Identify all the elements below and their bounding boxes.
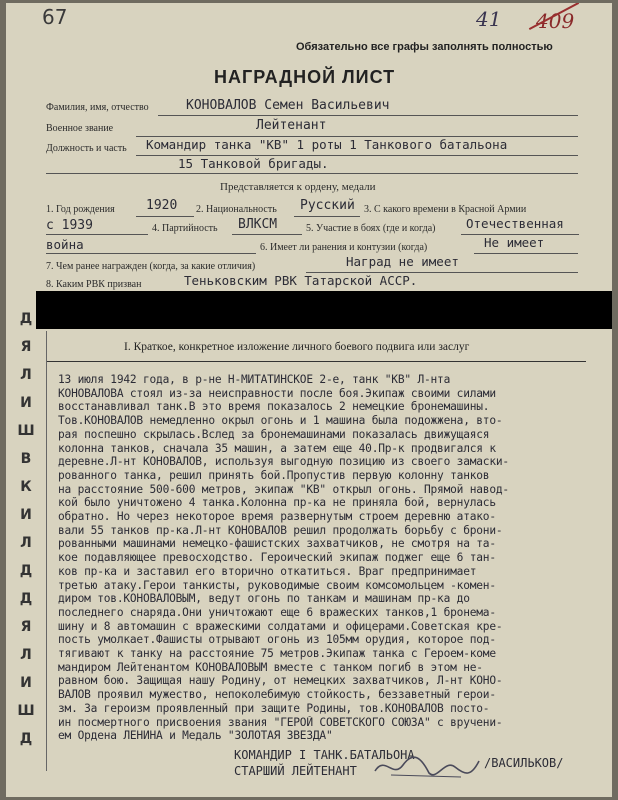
narrative-line: равном бою. Защищая нашу Родину, от немецких захватчиков, Л-нт КОНО- [58, 674, 503, 688]
archive-number-1: 41 [476, 7, 502, 31]
margin-rule [46, 331, 47, 771]
narrative-line: ин посмертного присвоения звания "ГЕРОЙ СОВЕТСКОГО СОЮЗА" с вручени- [58, 715, 503, 729]
side-letter: Л [20, 535, 32, 551]
side-letter: И [20, 675, 32, 691]
side-letter: Ш [17, 703, 35, 719]
side-letter: Я [20, 339, 32, 355]
side-letter: Л [20, 647, 32, 663]
narrative-line: Тов.КОНОВАЛОВ немедленно окрыл огонь и 1 машина была подожжена, вто- [58, 414, 503, 428]
narrative-line: пость умолкает.Фашисты отрывают огонь из 105мм орудия, которое под- [58, 633, 496, 647]
party-value: ВЛКСМ [238, 217, 278, 232]
narrative-line: ВАЛОВ проявил мужество, непоколебимую стойкость, беззаветный герои- [58, 688, 496, 702]
side-letter: Ш [17, 423, 35, 439]
rvk-label: 8. Каким РВК призван [46, 279, 142, 290]
award-sheet-page [6, 3, 612, 797]
nationality-value: Русский [300, 198, 355, 213]
handwritten-signature [371, 751, 481, 781]
narrative-line: рованного танка, решил принять бой.Пропустив первую колонну танков [58, 468, 490, 482]
narrative-line: 13 июля 1942 года, в р-не Н-МИТАТИНСКОЕ 2-е, танк "КВ" Л-нта [58, 373, 451, 386]
side-letter: Л [20, 367, 32, 383]
narrative-line: последнего снаряда.Они уничтожают еще 6 вражеских танков,1 бронема- [58, 605, 496, 619]
nationality-label: 2. Национальность [196, 204, 277, 215]
side-letter: К [20, 479, 32, 495]
narrative-line: восстанавливал танк.В это время показалось 2 немецкие бронемашины. [58, 400, 490, 414]
narrative-line: зм. За героизм проявленный при защите Родины, тов.КОНОВАЛОВ посто- [58, 701, 490, 715]
narrative-line: рованными машинами немецко-фашистских захватчиков, не смотря на та- [58, 537, 496, 551]
narrative-line: ков пр-ка и заставил его вторично откатиться. Враг предпринимает [58, 564, 477, 578]
army-since-value: с 1939 [46, 218, 93, 233]
position-value-2: 15 Танковой бригады. [178, 156, 329, 171]
wounds-label: 6. Имеет ли ранения и контузии (когда) [260, 242, 428, 253]
document-title: НАГРАДНОЙ ЛИСТ [214, 67, 396, 87]
side-letter: Д [19, 731, 33, 747]
signature-line-1: КОМАНДИР I ТАНК.БАТАЛЬОНА [234, 748, 415, 762]
narrative-line: кой было уничтожено 4 танка.Колонна пр-ка не приняла бой, вернулась [58, 496, 496, 510]
narrative-line: КОНОВАЛОВА стоял из-за неисправности после боя.Экипаж своими силами [58, 386, 496, 400]
side-letter: В [20, 451, 32, 467]
army-since-label: 3. С какого времени в Красной Армии [364, 204, 527, 215]
narrative-line: на расстояние 500-600 метров, экипаж "КВ" открыл огонь. Прямой навод- [58, 482, 509, 496]
presented-label: Представляется к ордену, медали [220, 181, 376, 193]
narrative-line: кое подавляющее превосходство. Героический экипаж поджег еще 6 тан- [58, 551, 496, 565]
birth-label: 1. Год рождения [46, 204, 115, 215]
awards-label: 7. Чем ранее награжден (когда, за какие отличия) [46, 261, 256, 272]
position-label: Должность и часть [46, 143, 127, 154]
page-number: 67 [42, 5, 68, 29]
side-letter: И [20, 395, 32, 411]
side-letter: Я [20, 619, 32, 635]
narrative-line: тягивают к танку на расстояние 75 метров.Экипаж танка с Героем-коме [58, 647, 496, 660]
signature-name: /ВАСИЛЬКОВ/ [484, 756, 564, 770]
rank-label: Военное звание [46, 123, 114, 134]
awards-value: Наград не имеет [346, 254, 459, 269]
narrative-line: колонна танков, сначала 35 машин, а затем еще 40.Пр-к продвигался к [58, 441, 496, 455]
battles-label: 5. Участие в боях (где и когда) [306, 223, 436, 234]
party-label: 4. Партийность [152, 223, 218, 234]
battles-value-1: Отечественная [466, 216, 564, 231]
battles-value-2: война [46, 237, 84, 252]
name-value: КОНОВАЛОВ Семен Васильевич [186, 98, 390, 113]
narrative-line: деревне.Л-нт КОНОВАЛОВ, используя выгодную позицию из своего замаски- [58, 455, 509, 469]
side-letter: Д [19, 563, 33, 579]
side-letter: И [20, 507, 32, 523]
narrative-line: ем Ордена ЛЕНИНА и Медаль "ЗОЛОТАЯ ЗВЕЗДА" [58, 729, 333, 743]
required-note: Обязательно все графы заполнять полностью [296, 41, 553, 53]
narrative-line: мандиром Лейтенантом КОНОВАЛОВЫМ вместе с танком погиб в этом не- [58, 660, 483, 674]
side-letter: Д [19, 311, 33, 327]
narrative-line: рая поспешно скрылась.Вслед за бронемашинами показалась движущаяся [58, 427, 490, 441]
rank-value: Лейтенант [256, 118, 327, 133]
side-letter: Д [19, 591, 33, 607]
narrative-line: третью атаку.Герои танкисты, руководимые своим комсомольцем -комен- [58, 578, 496, 592]
narrative-line: вали 55 танков пр-ка.Л-нт КОНОВАЛОВ решил продолжать борьбу с брони- [58, 523, 503, 537]
narrative-line: диром тов.КОНОВАЛОВЫМ, ведут огонь по танкам и машинам пр-ка до [58, 592, 470, 606]
wounds-value: Не имеет [484, 235, 545, 250]
redaction-bar [36, 291, 612, 329]
archive-number-2: 409 [536, 9, 575, 33]
section-heading: I. Краткое, конкретное изложение личного боевого подвига или заслуг [124, 341, 470, 353]
position-value-1: Командир танка "КВ" 1 роты 1 Танкового батальона [146, 137, 508, 152]
narrative-line: обратно. Но через некоторое время развернутым строем деревню атако- [58, 510, 496, 523]
rvk-value: Теньковским РВК Татарской АССР. [184, 273, 418, 288]
name-label: Фамилия, имя, отчество [46, 102, 149, 113]
narrative-line: шину и 8 автомашин с вражескими солдатами и офицерами.Советская кре- [58, 619, 503, 633]
birth-value: 1920 [146, 198, 178, 213]
signature-line-2: СТАРШИЙ ЛЕЙТЕНАНТ [234, 764, 357, 778]
